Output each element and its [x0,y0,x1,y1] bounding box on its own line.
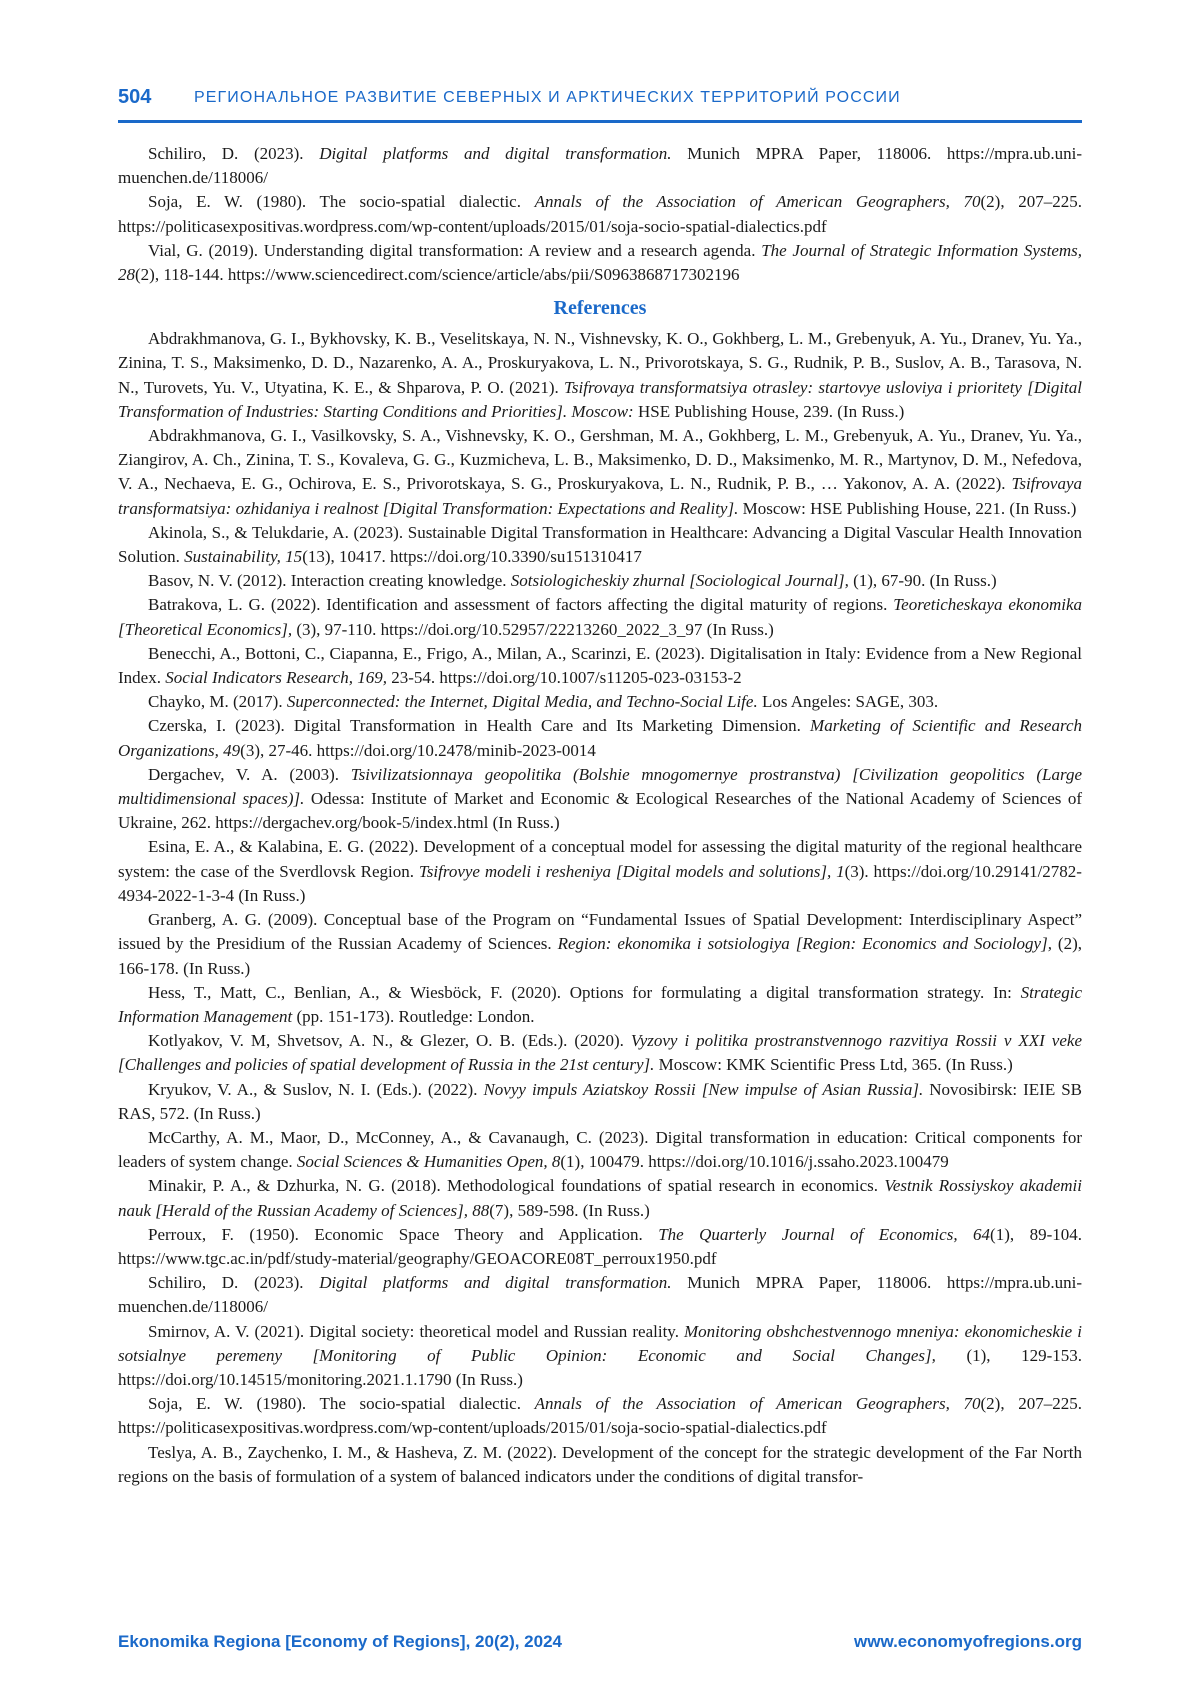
reference-source-title: Annals of the Association of American Geographers, 70 [534,192,981,212]
reference-text: (2), 166-178. (In Russ.) [118,934,1082,978]
reference-source-title: Novyy impuls Aziatskoy Rossii [New impulse of Asian Russia]. [483,1079,924,1099]
reference-entry [118,327,1082,424]
reference-text: Akinola, S., & Telukdarie, A. (2023). Sustainable Digital Transformation in Healthcare: Advancing a Digital Vascular Health Innovation Solution. [118,522,1082,567]
reference-text: Schiliro, D. (2023). [148,1273,320,1293]
reference-source-title: Tsifrovaya transformatsiya otrasley: startovye usloviya i prioritety [Digital Transformation of Industries: Starting Conditions and Priorities]. Moscow: [118,377,1082,421]
reference-text: Vial, G. (2019). Understanding digital transformation: A review and a research agenda. [148,240,762,260]
reference-source-title: The Quarterly Journal of Economics, 64 [658,1224,991,1244]
reference-source-title: Digital platforms and digital transformation. [319,1273,672,1293]
reference-text: Teslya, A. B., Zaychenko, I. M., & Hasheva, Z. M. (2022). Development of the concept for the strategic development of the Far North regions on the basis of formulation of a system of balanced indicators under the conditions of digital transfor- [118,1442,1082,1486]
reference-text: Hess, T., Matt, C., Benlian, A., & Wiesböck, F. (2020). Options for formulating a digital transformation strategy. In: [148,982,1021,1002]
reference-text: Odessa: Institute of Market and Economic & Ecological Researches of the National Academy of Sciences of Ukraine, 262. https://dergachev.org/book-5/index.html (In Russ.) [118,789,1082,833]
references-heading: References [553,297,647,320]
reference-text: Munich MPRA Paper, 118006. https://mpra.ub.uni-muenchen.de/118006/ [118,1273,1082,1317]
reference-entry [118,593,1082,641]
reference-text: Esina, E. A., & Kalabina, E. G. (2022). Development of a conceptual model for assessing the digital maturity of the regional healthcare system: the case of the Sverdlovsk Region. [118,837,1082,881]
reference-text: Chayko, M. (2017). [148,692,287,712]
reference-text: Benecchi, A., Bottoni, C., Ciapanna, E., Frigo, A., Milan, A., Scarinzi, E. (2023). Digitalisation in Italy: Evidence from a New Regional Index. [118,643,1082,688]
reference-source-title: The Journal of Strategic Information Systems, 28 [118,240,1083,285]
reference-entry [118,642,1082,690]
reference-source-title: Social Sciences & Humanities Open, 8 [296,1152,561,1172]
reference-text: 23-54. https://doi.org/10.1007/s11205-023-03153-2 [386,668,742,688]
reference-entry [118,142,1082,190]
reference-text: Soja, E. W. (1980). The socio-spatial dialectic. [148,1394,535,1414]
reference-text: Soja, E. W. (1980). The socio-spatial dialectic. [148,192,535,212]
reference-entry [118,1271,1082,1319]
reference-source-title: Monitoring obshchestvennogo mneniya: ekonomicheskie i sotsialnye peremeny [Monitoring of Public Opinion: Economic and Social Changes], [118,1321,1082,1365]
reference-entry [118,1223,1082,1271]
reference-text: Czerska, I. (2023). Digital Transformation in Health Care and Its Marketing Dimension. [148,716,811,736]
page-number: 504 [118,86,152,108]
reference-text: (1), 67-90. (In Russ.) [848,571,997,591]
reference-entry [118,1078,1082,1126]
reference-entry [118,424,1082,521]
reference-entry [118,981,1082,1029]
reference-text: (3), 27-46. https://doi.org/10.2478/minib-2023-0014 [240,740,596,760]
reference-source-title: Sotsiologicheskiy zhurnal [Sociological Journal], [510,571,849,591]
reference-source-title: Superconnected: the Internet, Digital Media, and Techno-Social Life. [286,692,758,712]
reference-entry [118,239,1082,287]
reference-text: Smirnov, A. V. (2021). Digital society: theoretical model and Russian reality. [148,1321,685,1341]
reference-entry [118,714,1082,762]
reference-text: (1), 129-153. https://doi.org/10.14515/monitoring.2021.1.1790 (In Russ.) [118,1345,1082,1389]
reference-entry [118,1392,1082,1440]
reference-text: Perroux, F. (1950). Economic Space Theory and Application. [148,1224,659,1244]
reference-entry [118,1126,1082,1174]
reference-text: (pp. 151-173). Routledge: London. [292,1006,535,1026]
reference-entry [118,569,1082,593]
reference-text: McCarthy, A. M., Maor, D., McConney, A., & Cavanaugh, C. (2023). Digital transformation in education: Critical components for leaders of system change. [118,1127,1082,1172]
reference-text: Munich MPRA Paper, 118006. https://mpra.ub.uni-muenchen.de/118006/ [118,144,1082,188]
reference-text: Dergachev, V. A. (2003). [148,764,351,784]
reference-text: Moscow: KMK Scientific Press Ltd, 365. (In Russ.) [654,1055,1013,1075]
references-list [118,327,1082,1489]
reference-text: Moscow: HSE Publishing House, 221. (In Russ.) [738,498,1077,518]
reference-entry [118,1320,1082,1393]
reference-entry [118,190,1082,238]
reference-text: Abdrakhmanova, G. I., Vasilkovsky, S. A., Vishnevsky, K. O., Gershman, M. A., Gokhberg, L. M., Grebenyuk, A. Yu., Dranev, Yu. Ya., Ziangirov, A. Ch., Zinina, T. S., Kovaleva, G. G., Kuzmicheva, L. B., Maksimenko, D. D., Maksimenko, M. R., Martynov, D. M., Nefedova, V. A., Nechaeva, E. G., Ochirova, E. S., Privorotskaya, S. G., Proskuryakova, L. N., Rudnik, P. B., … Yakonov, A. A. (2022). [118,426,1082,494]
reference-text: (3), 97-110. https://doi.org/10.52957/22213260_2022_3_97 (In Russ.) [292,619,774,639]
reference-entry [118,521,1082,569]
reference-text: (2), 207–225. https://politicasexpositivas.wordpress.com/wp-content/uploads/2015/01/soja-socio-spatial-dialectics.pdf [118,192,1083,236]
reference-source-title: Region: ekonomika i sotsiologiya [Region: Economics and Sociology], [557,934,1052,954]
reference-text: (13), 10417. https://doi.org/10.3390/su151310417 [302,547,642,567]
reference-source-title: Teoreticheskaya ekonomika [Theoretical Economics], [118,595,1082,639]
reference-text: Kotlyakov, V. M, Shvetsov, A. N., & Glezer, O. B. (Eds.). (2020). [148,1031,631,1051]
page [118,0,1082,1699]
reference-entry [118,1441,1082,1489]
reference-text: (1), 89-104. https://www.tgc.ac.in/pdf/study-material/geography/GEOACORE08T_perroux1950.pdf [118,1224,1083,1268]
reference-source-title: Annals of the Association of American Geographers, 70 [534,1394,981,1414]
reference-text: Kryukov, V. A., & Suslov, N. I. (Eds.). (2022). [148,1079,484,1099]
reference-text: Basov, N. V. (2012). Interaction creating knowledge. [148,571,511,591]
reference-source-title: Sustainability, 15 [184,547,303,567]
reference-text: (3). https://doi.org/10.29141/2782-4934-2022-1-3-4 (In Russ.) [118,861,1082,905]
running-title: РЕГИОНАЛЬНОЕ РАЗВИТИЕ СЕВЕРНЫХ И АРКТИЧЕСКИХ ТЕРРИТОРИЙ РОССИИ [194,89,901,106]
reference-source-title: Vyzovy i politika prostranstvennogo razvitiya Rossii v XXI veke [Challenges and policies of spatial development of Russia in the 21st century]. [118,1031,1082,1075]
reference-text: (7), 589-598. (In Russ.) [489,1200,650,1220]
reference-text: (2), 118-144. https://www.sciencedirect.com/science/article/abs/pii/S0963868717302196 [135,265,740,285]
reference-text: (2), 207–225. https://politicasexpositivas.wordpress.com/wp-content/uploads/2015/01/soja-socio-spatial-dialectics.pdf [118,1394,1083,1438]
reference-list-body [118,142,1082,1489]
page-header [118,82,1082,123]
reference-text: Schiliro, D. (2023). [148,144,320,163]
reference-text: Novosibirsk: IEIE SB RAS, 572. (In Russ.) [118,1079,1082,1123]
top-reference-list [118,142,1082,287]
reference-text: Los Angeles: SAGE, 303. [757,692,939,712]
journal-website[interactable]: www.economyofregions.org [854,1632,1082,1651]
journal-citation: Ekonomika Regiona [Economy of Regions], 20(2), 2024 [118,1632,562,1651]
reference-source-title: Marketing of Scientific and Research Organizations, 49 [118,716,1082,760]
reference-source-title: Tsifrovaya transformatsiya: ozhidaniya i realnost [Digital Transformation: Expectations and Reality]. [118,474,1082,518]
reference-text: (1), 100479. https://doi.org/10.1016/j.ssaho.2023.100479 [560,1152,949,1172]
reference-source-title: Digital platforms and digital transformation. [319,144,672,163]
reference-entry [118,835,1082,908]
reference-source-title: Strategic Information Management [118,982,1082,1026]
reference-text: Granberg, A. G. (2009). Conceptual base of the Program on “Fundamental Issues of Spatial Development: Interdisciplinary Aspect” issued by the Presidium of the Russian Academy of Sciences. [118,910,1082,954]
reference-entry [118,763,1082,836]
reference-text: Minakir, P. A., & Dzhurka, N. G. (2018). Methodological foundations of spatial research in economics. [148,1176,885,1196]
reference-entry [118,1029,1082,1077]
reference-entry [118,908,1082,981]
reference-text: Batrakova, L. G. (2022). Identification and assessment of factors affecting the digital maturity of regions. [148,595,894,615]
reference-entry [118,690,1082,714]
reference-text: HSE Publishing House, 239. (In Russ.) [633,401,905,421]
reference-source-title: Tsivilizatsionnaya geopolitika (Bolshie mnogomernye prostranstva) [Civilization geopolitics (Large multidimensional spaces)]. [118,764,1082,809]
reference-entry [118,1174,1082,1222]
reference-source-title: Social Indicators Research, 169, [165,668,387,688]
reference-source-title: Tsifrovye modeli i resheniya [Digital models and solutions], 1 [418,861,845,881]
reference-source-title: Vestnik Rossiyskoy akademii nauk [Herald of the Russian Academy of Sciences], 88 [118,1176,1082,1220]
reference-text: Abdrakhmanova, G. I., Bykhovsky, K. B., Veselitskaya, N. N., Vishnevsky, K. O., Gokhberg, L. M., Grebenyuk, A. Yu., Dranev, Yu. Ya., Zinina, T. S., Maksimenko, D. D., Nazarenko, A. A., Proskuryakova, L. N., Privorotskaya, S. G., Rudnik, P. B., Suslov, A. B., Tarasova, N. N., Turovets, Yu. V., Utyatina, K. E., & Shparova, P. O. (2021). [118,329,1082,397]
